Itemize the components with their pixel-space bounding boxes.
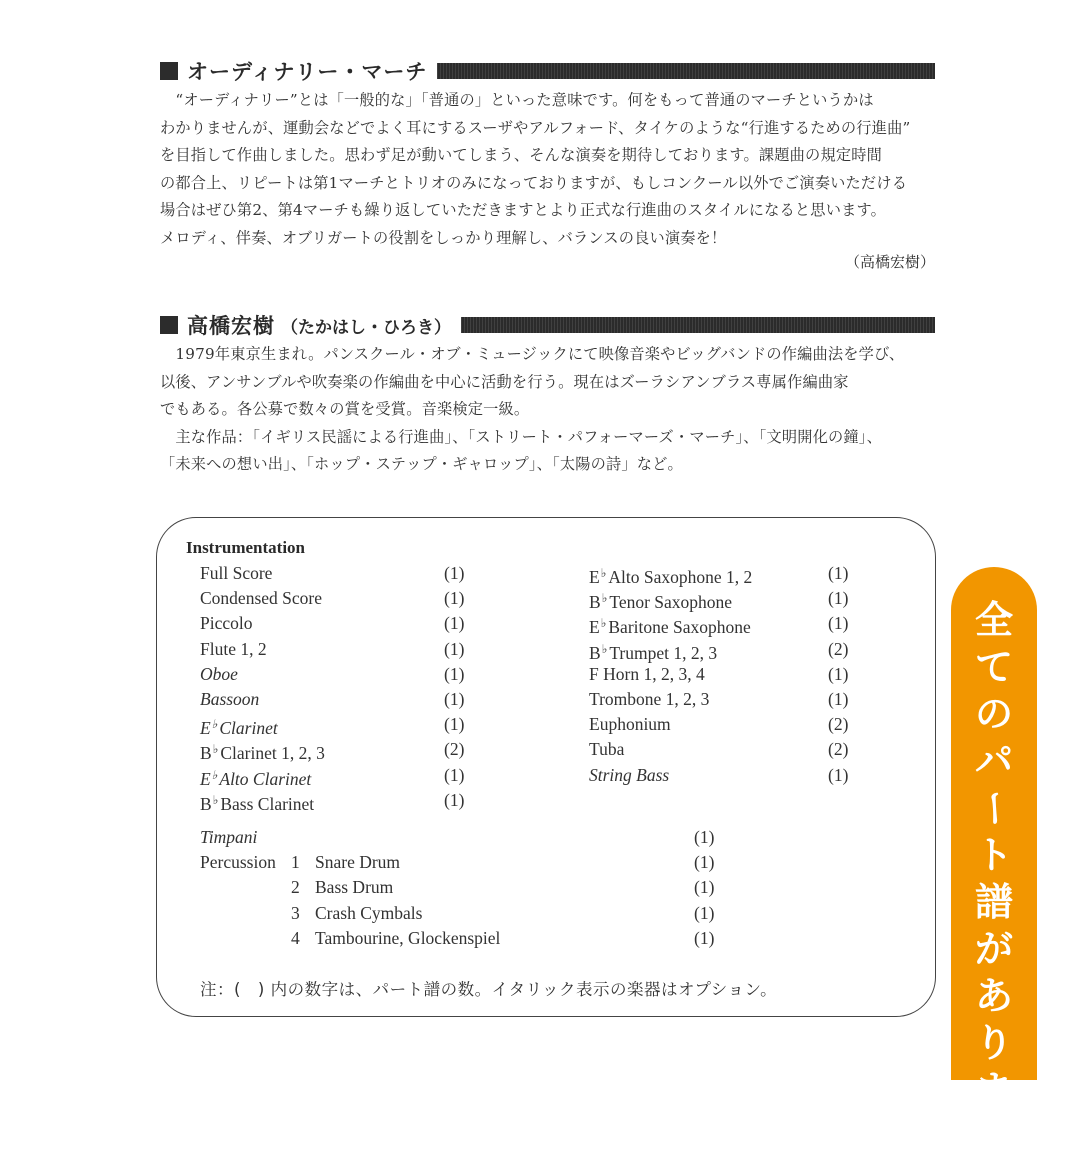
instrument-list-left [200, 561, 480, 813]
heading-bar [437, 63, 935, 79]
instrument-label: Tambourine, Glockenspiel [315, 927, 501, 948]
paragraph-line: 主な作品：「イギリス民謡による行進曲」、「ストリート・パフォーマーズ・マーチ」、「文明開化の鐘」、 [160, 427, 882, 446]
instrumentation-title: Instrumentation [186, 538, 306, 557]
instrument-key: B [589, 592, 601, 613]
part-count: (2) [828, 739, 849, 760]
instrument-label: Flute 1, 2 [200, 638, 267, 659]
instrument-name [200, 637, 267, 662]
instrument-row [200, 611, 480, 636]
instrument-key: B [200, 793, 212, 814]
instrument-label: Oboe [200, 663, 238, 684]
badge-char: 譜 [974, 880, 1013, 924]
instrument-label: F Horn 1, 2, 3, 4 [589, 663, 705, 684]
percussion-label: Percussion [200, 852, 276, 873]
instrument-name [200, 662, 238, 687]
badge-char: あ [974, 974, 1013, 1018]
instrument-row [589, 637, 869, 662]
instrument-row [200, 763, 480, 788]
instrument-name [589, 763, 669, 788]
instrument-name [200, 687, 259, 712]
percussion-list [200, 825, 740, 951]
part-count: (1) [444, 714, 465, 735]
instrument-name [589, 662, 705, 687]
instrument-label: Crash Cymbals [315, 902, 423, 923]
paragraph-line: わかりませんが、運動会などでよく耳にするスーザやアルフォード、タイケのような“行進するための行進曲” [160, 118, 911, 137]
part-count: (1) [444, 563, 465, 583]
paragraph-line: 「未来への想い出」、「ホップ・ステップ・ギャロップ」、「太陽の詩」など。 [160, 455, 683, 473]
instrument-row [200, 737, 480, 762]
instrument-name [589, 712, 671, 737]
instrument-label: Alto Clarinet [219, 768, 312, 789]
composer-reading: （たかはし・ひろき） [281, 317, 451, 338]
percussion-row [200, 901, 740, 926]
instrument-name [200, 561, 272, 586]
instrument-key: E [200, 718, 211, 739]
part-count: (1) [828, 688, 849, 709]
instrument-label: Condensed Score [200, 588, 322, 609]
signature: （高橋宏樹） [844, 253, 935, 271]
instrument-name [589, 687, 709, 712]
instrument-label: Piccolo [200, 613, 253, 634]
instrument-label: Bass Clarinet [220, 793, 315, 814]
instrument-name [200, 788, 314, 817]
flat-sign-icon: ♭ [212, 742, 219, 757]
part-count: (1) [694, 927, 715, 948]
instrument-label: Tuba [589, 739, 625, 760]
part-count: (1) [444, 613, 465, 634]
paragraph-line: “オーディナリー”とは「一般的な」「普通の」といった意味です。何をもって普通のマーチというかは [160, 91, 874, 109]
instrument-name [589, 737, 624, 762]
badge-char: の [974, 692, 1013, 736]
paragraph-line: 以後、アンサンブルや吹奏楽の作編曲を中心に活動を行う。現在はズーラシアンブラス専属作編曲家 [160, 372, 849, 391]
badge-char: 全 [974, 598, 1013, 642]
heading-bar [461, 317, 935, 333]
instrument-row [200, 825, 740, 850]
composer-name: 高橋宏樹 [187, 313, 275, 338]
instrument-label: Baritone Saxophone [608, 617, 751, 638]
instrument-label: Timpani [200, 827, 258, 847]
instrument-label: Clarinet 1, 2, 3 [220, 743, 325, 764]
percussion-row [200, 850, 740, 875]
instrument-row [200, 662, 480, 687]
section-header-composer [160, 310, 935, 340]
percussion-row [200, 875, 740, 900]
instrument-label: String Bass [589, 764, 670, 785]
paragraph-line: の都合上、リピートは第1マーチとトリオのみになっておりますが、もしコンクール以外でご演奏いただける [160, 173, 908, 192]
part-count: (1) [694, 852, 715, 873]
part-count: (1) [444, 688, 465, 709]
instrument-row [589, 561, 869, 586]
flat-sign-icon: ♭ [601, 591, 608, 606]
instrument-label: Snare Drum [315, 852, 401, 873]
part-count: (1) [828, 613, 849, 634]
heading-square-icon [160, 316, 178, 334]
instrument-list-right [589, 561, 869, 788]
percussion-number: 3 [291, 902, 300, 923]
instrument-label: Trumpet 1, 2, 3 [609, 642, 718, 663]
badge-char: パ [974, 739, 1013, 783]
part-count: (1) [444, 588, 465, 609]
paragraph-line: 1979年東京生まれ。パンスクール・オブ・ミュージックにて映像音楽やビッグバンドの作編曲法を学び、 [160, 345, 905, 363]
badge-char: て [974, 645, 1013, 689]
instrument-row [589, 586, 869, 611]
instrument-row [589, 662, 869, 687]
instrument-row [200, 788, 480, 813]
section-title: オーディナリー・マーチ [187, 59, 428, 84]
instrument-label: Trombone 1, 2, 3 [589, 688, 710, 709]
instrument-row [200, 687, 480, 712]
instrument-row [200, 561, 480, 586]
paragraph-line: でもある。各公募で数々の賞を受賞。音楽検定一級。 [160, 400, 530, 418]
percussion-row [200, 926, 740, 951]
instrument-label: Full Score [200, 563, 273, 583]
instrument-label: Bassoon [200, 688, 260, 709]
instrument-label: Clarinet [219, 718, 278, 739]
badge-char: ー [972, 789, 1017, 828]
flat-sign-icon: ♭ [601, 641, 608, 656]
instrument-row [589, 611, 869, 636]
badge-char: ま [974, 1068, 1013, 1112]
instrument-row [200, 586, 480, 611]
instrument-key: E [589, 617, 600, 638]
instrument-row [589, 687, 869, 712]
instrument-name [200, 586, 322, 611]
badge-char: り [974, 1021, 1013, 1065]
heading-square-icon [160, 62, 178, 80]
instrument-label: Alto Saxophone 1, 2 [608, 567, 753, 587]
part-count: (2) [828, 714, 849, 735]
percussion-number: 4 [291, 927, 300, 948]
flat-sign-icon: ♭ [600, 616, 607, 631]
instrument-key: E [200, 768, 211, 789]
part-count: (1) [828, 764, 849, 785]
flat-sign-icon: ♭ [211, 717, 218, 732]
section-header-march [160, 56, 935, 86]
percussion-number: 2 [291, 877, 300, 898]
part-count: (1) [828, 563, 849, 583]
march-description [160, 87, 935, 252]
part-count: (1) [694, 877, 715, 898]
instrument-key: B [589, 642, 601, 663]
badge-char: ト [974, 833, 1013, 877]
all-parts-badge [951, 567, 1037, 1159]
instrument-label: Euphonium [589, 714, 671, 735]
instrument-row [589, 737, 869, 762]
badge-char: が [974, 927, 1013, 971]
part-count: (2) [828, 638, 849, 659]
instrument-row [589, 712, 869, 737]
part-count: (1) [694, 827, 715, 847]
part-count: (1) [444, 663, 465, 684]
footnote: 注：( ) 内の数字は、パート譜の数。イタリック表示の楽器はオプション。 [200, 980, 778, 999]
flat-sign-icon: ♭ [211, 767, 218, 782]
instrument-key: E [589, 567, 600, 587]
part-count: (1) [828, 663, 849, 684]
instrument-key: B [200, 743, 212, 764]
instrument-row [200, 637, 480, 662]
paragraph-line: を目指して作曲しました。思わず足が動いてしまう、そんな演奏を期待しております。課題曲の規定時間 [160, 146, 882, 164]
part-count: (1) [444, 789, 465, 810]
flat-sign-icon: ♭ [212, 792, 219, 807]
instrument-row [589, 763, 869, 788]
instrument-name [200, 611, 253, 636]
part-count: (1) [828, 588, 849, 609]
instrument-label: Bass Drum [315, 877, 394, 898]
badge-char: す [974, 1115, 1013, 1159]
instrument-label: Tenor Saxophone [609, 592, 733, 613]
composer-bio [160, 341, 935, 479]
part-count: (2) [444, 739, 465, 760]
instrument-row [200, 712, 480, 737]
paragraph-line: 場合はぜひ第2、第4マーチも繰り返していただきますとより正式な行進曲のスタイルになると思います。 [160, 201, 887, 219]
part-count: (1) [444, 638, 465, 659]
part-count: (1) [694, 902, 715, 923]
paragraph-line: メロディ、伴奏、オブリガートの役割をしっかり理解し、バランスの良い演奏を！ [160, 228, 727, 247]
flat-sign-icon: ♭ [600, 566, 607, 580]
part-count: (1) [444, 764, 465, 785]
percussion-number: 1 [291, 852, 300, 873]
